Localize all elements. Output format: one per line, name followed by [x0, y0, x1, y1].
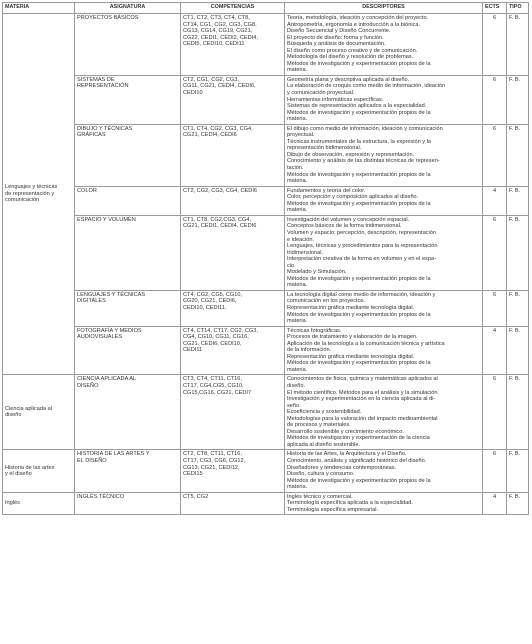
cell-line: Métodos de investigación y experimentación propios de la [287, 311, 431, 318]
cell-line: REPRESENTACIÓN [77, 83, 129, 90]
descriptores-cell [285, 375, 483, 450]
ects-cell: 6 [483, 215, 507, 290]
tipo-cell: F. B. [507, 375, 529, 450]
cell-line: Interpretación creativa de la forma en volumen y en el espa- [287, 256, 436, 263]
cell-line: CG21, CEDI1, CEDI4, CEDI6 [183, 223, 257, 230]
cell-line: comunicación en los proyectos. [287, 298, 366, 305]
cell-line: CEDI10 [183, 90, 203, 97]
ects-cell: 6 [483, 14, 507, 76]
table-row [3, 186, 529, 215]
cell-line: CT5, CG2 [183, 493, 209, 500]
descriptores-cell [285, 75, 483, 124]
header-ects: ECTS [483, 3, 507, 14]
asignatura-cell [75, 124, 181, 186]
materia-cell [3, 450, 75, 492]
cell-line: CEDI10, CEDI11. [183, 304, 227, 311]
cell-line: cio. [287, 262, 296, 269]
cell-line: CG13, CG21, CEDI12, [183, 464, 240, 471]
cell-line: Investigación del volumen y concepción espacial. [287, 216, 410, 223]
cell-line: tridimensional. [287, 249, 324, 256]
cell-line: Métodos de investigación y experimentación propios de la [287, 171, 431, 178]
descriptores-cell [285, 326, 483, 375]
tipo-cell: F. B. [507, 186, 529, 215]
cell-line: Lenguajes y técnicas [5, 184, 58, 191]
cell-line: CEDI5, CEDI10, CEDI11 [183, 41, 245, 48]
curriculum-table [2, 2, 529, 515]
cell-line: materia. [287, 282, 308, 289]
cell-line: AUDIOVISUALES [77, 334, 123, 341]
cell-line: Metodología del diseño y resolución de problemas. [287, 54, 414, 61]
cell-line: HISTORIA DE LAS ARTES Y [77, 451, 150, 458]
cell-line: CEDI11 [183, 347, 203, 354]
cell-line: Geometría plana y descriptiva aplicada al diseño. [287, 76, 410, 83]
competencias-cell [181, 124, 285, 186]
cell-line: COLOR [77, 187, 97, 194]
descriptores-cell [285, 124, 483, 186]
cell-line: CT2, CT8, CT11, CT16, [183, 451, 242, 458]
table-row [3, 14, 529, 76]
cell-line: CG11, CG21, CEDI4, CEDI6, [183, 83, 256, 90]
cell-line: Métodos de investigación y experimentación propios de la [287, 60, 431, 67]
ects-cell: 4 [483, 186, 507, 215]
cell-line: El método científico. Métodos para el análisis y la simulación. [287, 389, 440, 396]
cell-line: FOTOGRAFÍA Y MEDIOS [77, 327, 142, 334]
asignatura-cell [75, 14, 181, 76]
competencias-cell [181, 375, 285, 450]
competencias-cell [181, 75, 285, 124]
tipo-cell: F. B. [507, 492, 529, 515]
table-row [3, 450, 529, 492]
table-row [3, 290, 529, 326]
cell-line: CT1, CT4, CG2, CG3, CG4, [183, 125, 253, 132]
cell-line: CG20, CG21, CEDI6, [183, 298, 237, 305]
cell-line: diseño. [287, 382, 306, 389]
cell-line: CT17, CG3, CG6, CG12, [183, 458, 246, 464]
cell-line: Volumen y espacio: percepción, descripción, representación [287, 229, 436, 236]
descriptores-cell [285, 14, 483, 76]
cell-line: Conocimientos de física, química y matemáticas aplicados al [287, 376, 438, 383]
asignatura-cell [75, 215, 181, 290]
cell-line: Aplicación de la tecnología a la comunicación técnica y artística [287, 340, 445, 347]
descriptores-cell [285, 450, 483, 492]
cell-line: La elaboración de croquis como medio de información, ideación [287, 83, 446, 90]
descriptores-cell [285, 492, 483, 515]
header-materia: MATERIA [3, 3, 75, 14]
cell-line: CT2, CG1, CG2, CG3, [183, 76, 239, 83]
descriptores-cell [285, 186, 483, 215]
cell-line: Métodos de investigación y experimentación propios de la [287, 200, 431, 207]
table-body [3, 14, 529, 515]
cell-line: e ideación. [287, 236, 315, 243]
cell-line: CG21, CEDI6, CEDI10, [183, 340, 242, 347]
header-tipo: TIPO [507, 3, 529, 14]
ects-cell: 6 [483, 290, 507, 326]
cell-line: de procesos y materiales. [287, 422, 351, 429]
tipo-cell: F. B. [507, 450, 529, 492]
cell-line: Color, percepción y composición aplicados al diseño. [287, 194, 419, 201]
competencias-cell [181, 450, 285, 492]
cell-line: Métodos de investigación y experimentación propios de la [287, 275, 431, 282]
ects-cell: 6 [483, 124, 507, 186]
cell-line: Representación gráfica mediante tecnología digital. [287, 304, 415, 311]
cell-line: Dibujo de observación, expresión y representación. [287, 151, 415, 158]
cell-line: Métodos de investigación y experimentación propios de la [287, 109, 431, 116]
cell-line: Conocimiento, análisis y significado histórico del diseño. [287, 458, 427, 464]
asignatura-cell [75, 290, 181, 326]
tipo-cell: F. B. [507, 215, 529, 290]
cell-line: LENGUAJES Y TÉCNICAS [77, 291, 146, 298]
cell-line: Representación gráfica mediante tecnología digital. [287, 353, 415, 360]
asignatura-cell [75, 186, 181, 215]
cell-line: Técnicas instrumentales de la estructura, la expresión y la [287, 138, 431, 145]
tipo-cell: F. B. [507, 75, 529, 124]
cell-line: Modelado y Simulación. [287, 269, 347, 276]
tipo-cell: F. B. [507, 290, 529, 326]
cell-line: SISTEMAS DE [77, 76, 115, 83]
cell-line: Fundamentos y teoría del color. [287, 187, 366, 194]
cell-line: CT14, CG1, CG2, CG3, CG8, [183, 21, 257, 28]
materia-cell [3, 492, 75, 515]
cell-line: materia. [287, 366, 308, 373]
cell-line: CG21, CEDI4, CEDI6 [183, 132, 237, 139]
cell-line: comunicación [5, 197, 40, 204]
cell-line: materia. [287, 178, 308, 185]
competencias-cell [181, 290, 285, 326]
cell-line: CT2, CG2, CG3, CG4, CEDI6 [183, 187, 257, 194]
cell-line: Herramientas informáticas específicas. [287, 96, 384, 103]
cell-line: proyectual. [287, 132, 315, 139]
cell-line: Diseñadores y tendencias contemporáneas. [287, 464, 397, 471]
cell-line: tación. [287, 165, 304, 172]
cell-line: Métodos de investigación y experimentación propios de la [287, 477, 431, 484]
cell-line: El diseño como proceso creativo y de comunicación. [287, 47, 418, 54]
cell-line: EL DISEÑO [77, 458, 107, 464]
cell-line: Diseño, cultura y consumo. [287, 471, 355, 478]
cell-line: Inglés [5, 500, 20, 507]
cell-line: Terminología específica aplicada a la especialidad. [287, 500, 413, 507]
materia-cell [3, 14, 75, 375]
table-row [3, 75, 529, 124]
cell-line: de representación y [5, 190, 55, 197]
cell-line: El proyecto de diseño: forma y función. [287, 34, 384, 41]
header-asignatura: ASIGNATURA [75, 3, 181, 14]
cell-line: seño. [287, 402, 301, 409]
competencias-cell [181, 14, 285, 76]
cell-line: Antropometría, ergonomía e introducción a la biónica. [287, 21, 421, 28]
cell-line: CT3, CT4, CT11, CT16, [183, 376, 242, 383]
table-row [3, 124, 529, 186]
cell-line: CG22, CEDI1, CEDI2, CEDI4, [183, 34, 258, 41]
cell-line: Historia de las Artes, la Arquitectura y el Diseño. [287, 451, 407, 458]
table-row [3, 375, 529, 450]
cell-line: materia. [287, 207, 308, 214]
cell-line: El dibujo como medio de información, ideación y comunicación [287, 125, 443, 132]
header-descriptores: DESCRIPTORES [285, 3, 483, 14]
asignatura-cell [75, 450, 181, 492]
ects-cell: 6 [483, 450, 507, 492]
cell-line: CT17, CG4,CG5, CG10, [183, 382, 244, 389]
header-competencias: COMPETENCIAS [181, 3, 285, 14]
cell-line: Diseño Secuencial y Diseño Concurrente. [287, 28, 391, 35]
tipo-cell: F. B. [507, 326, 529, 375]
competencias-cell [181, 492, 285, 515]
cell-line: INGLÉS TÉCNICO [77, 493, 125, 500]
competencias-cell [181, 326, 285, 375]
cell-line: materia. [287, 484, 308, 491]
asignatura-cell [75, 75, 181, 124]
cell-line: y comunicación proyectual. [287, 90, 355, 97]
asignatura-cell [75, 326, 181, 375]
cell-line: representación bidimensional. [287, 145, 362, 152]
table-row [3, 326, 529, 375]
cell-line: y el diseño [5, 471, 32, 478]
cell-line: CG13, CG14, CG19, CG21, [183, 28, 253, 35]
tipo-cell: F. B. [507, 14, 529, 76]
cell-line: Inglés técnico y comercial. [287, 493, 353, 500]
tipo-cell: F. B. [507, 124, 529, 186]
cell-line: CG15,CG16, CG21, CEDI7 [183, 389, 252, 396]
cell-line: CT4, CG2, CG5, CG10, [183, 291, 243, 298]
cell-line: Investigación y experimentación en la ciencia aplicada al di- [287, 396, 436, 403]
cell-line: aplicada al diseño sostenible. [287, 441, 361, 448]
ects-cell: 4 [483, 492, 507, 515]
cell-line: Desarrollo sostenible y crecimiento económico. [287, 428, 404, 435]
cell-line: Sistemas de representación aplicados a la especialidad. [287, 103, 427, 110]
cell-line: DIGITALES [77, 298, 106, 305]
materia-cell [3, 375, 75, 450]
cell-line: DISEÑO [77, 382, 99, 389]
cell-line: Teoría, metodología, ideación y concepción del proyecto. [287, 15, 429, 21]
cell-line: CEDI15 [183, 471, 203, 478]
cell-line: Conceptos básicos de la forma tridimensional. [287, 223, 402, 230]
ects-cell: 4 [483, 326, 507, 375]
table-row [3, 215, 529, 290]
cell-line: Búsqueda y análisis de documentación. [287, 41, 386, 48]
competencias-cell [181, 215, 285, 290]
cell-line: Técnicas fotográficas. [287, 327, 342, 334]
cell-line: Metodologías para la valoración del impacto medioambiental [287, 415, 438, 422]
cell-line: Historia de las artes [5, 464, 55, 471]
cell-line: diseño [5, 412, 22, 419]
ects-cell: 6 [483, 375, 507, 450]
cell-line: Métodos de investigación y experimentación propios de la [287, 360, 431, 367]
cell-line: CT1, CT2, CT3, CT4, CT8, [183, 15, 250, 21]
cell-line: Conocimiento y análisis de las distintas técnicas de represen- [287, 158, 440, 165]
cell-line: DIBUJO Y TÉCNICAS [77, 125, 133, 132]
cell-line: materia. [287, 67, 308, 74]
ects-cell: 6 [483, 75, 507, 124]
table-row [3, 492, 529, 515]
descriptores-cell [285, 215, 483, 290]
cell-line: CIENCIA APLICADA AL [77, 376, 137, 383]
cell-line: materia. [287, 116, 308, 123]
cell-line: Ecoeficiencia y sostenibilidad. [287, 409, 362, 416]
cell-line: La tecnología digital como medio de información, ideación y [287, 291, 436, 298]
cell-line: Procesos de tratamiento y elaboración de la imagen. [287, 334, 418, 341]
cell-line: ESPACIO Y VOLUMEN [77, 216, 136, 223]
cell-line: de la información. [287, 347, 332, 354]
cell-line: Terminología específica empresarial. [287, 506, 379, 513]
asignatura-cell [75, 492, 181, 515]
cell-line: Ciencia aplicada al [5, 405, 52, 412]
cell-line: CT4, CT14, CT17, CG2, CG3, [183, 327, 258, 334]
cell-line: PROYECTOS BÁSICOS [77, 15, 139, 21]
cell-line: Lenguajes, técnicas y procedimientos para la representación [287, 243, 438, 250]
descriptores-cell [285, 290, 483, 326]
cell-line: CG4, CG10, CG11, CG16, [183, 334, 249, 341]
cell-line: Métodos de investigación y experimentación de la ciencia [287, 435, 430, 442]
cell-line: GRÁFICAS [77, 132, 106, 139]
cell-line: materia. [287, 318, 308, 325]
competencias-cell [181, 186, 285, 215]
cell-line: CT1, CT8, CG2,CG3, CG4, [183, 216, 252, 223]
header-row [3, 3, 529, 14]
asignatura-cell [75, 375, 181, 450]
